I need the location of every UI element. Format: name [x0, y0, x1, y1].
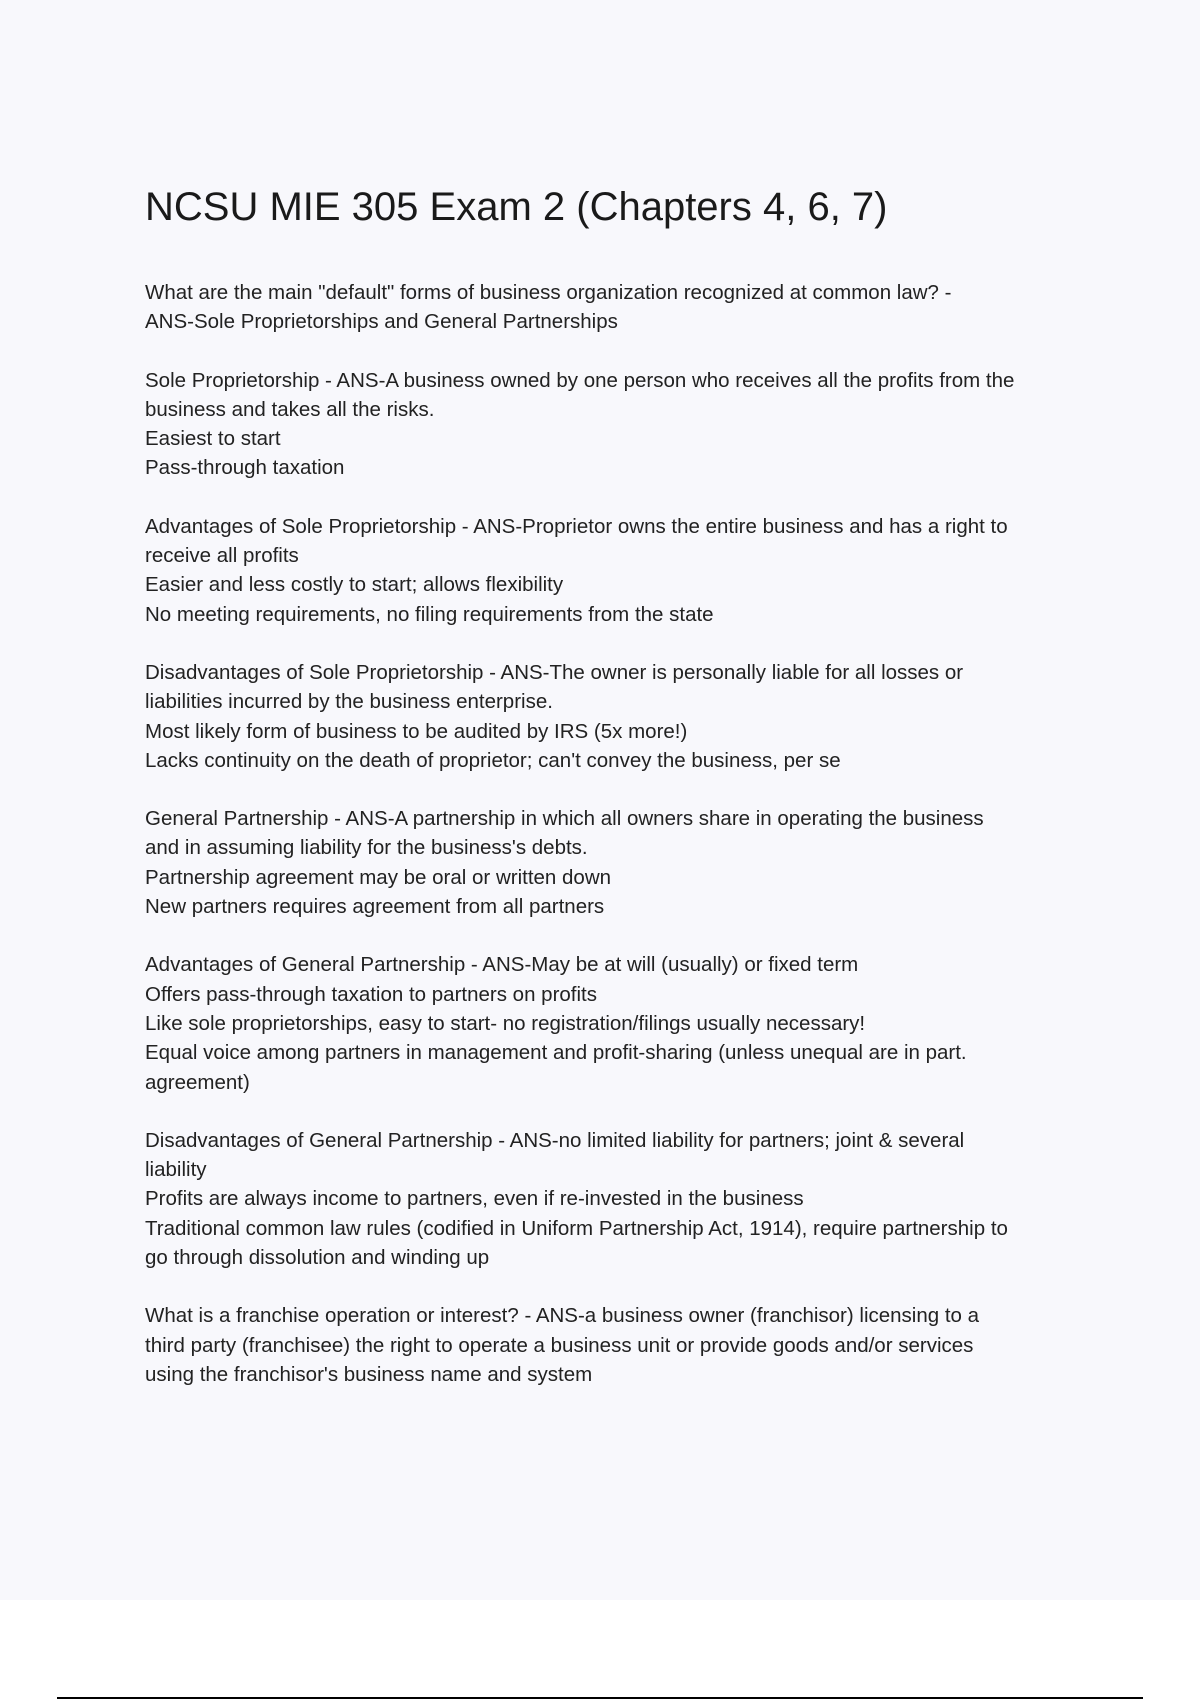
qa-answer-line: New partners requires agreement from all partners: [145, 895, 605, 919]
qa-answer-line: Lacks continuity on the death of proprietor; can't convey the business, per se: [145, 748, 841, 772]
qa-answer-line: Equal voice among partners in management and profit-sharing (unless unequal are in part.: [145, 1041, 967, 1065]
qa-question-line: Advantages of Sole Proprietorship - ANS-Proprietor owns the entire business and has a right to: [145, 514, 1008, 538]
qa-block: [145, 658, 1095, 775]
qa-answer-line: third party (franchisee) the right to operate a business unit or provide goods and/or services: [145, 1333, 974, 1357]
qa-question-line: Advantages of General Partnership - ANS-May be at will (usually) or fixed term: [145, 953, 859, 977]
qa-question-line: General Partnership - ANS-A partnership in which all owners share in operating the business: [145, 807, 984, 831]
qa-list: [145, 278, 1095, 1418]
qa-block: [145, 950, 1095, 1096]
qa-question-line: What are the main "default" forms of business organization recognized at common law? -: [145, 281, 952, 304]
qa-answer-line: Partnership agreement may be oral or written down: [145, 865, 612, 889]
qa-answer-line: liabilities incurred by the business enterprise.: [145, 690, 553, 714]
qa-question-line: What is a franchise operation or interest? - ANS-a business owner (franchisor) licensing to a: [145, 1304, 980, 1328]
qa-answer-line: Offers pass-through taxation to partners on profits: [145, 982, 598, 1006]
qa-answer-line: go through dissolution and winding up: [145, 1246, 490, 1270]
qa-block: [145, 512, 1095, 629]
qa-answer-line: agreement): [145, 1070, 250, 1094]
qa-block: [145, 804, 1095, 921]
qa-block: [145, 1126, 1095, 1272]
qa-answer-line: receive all profits: [145, 544, 299, 568]
qa-answer-line: Easier and less costly to start; allows flexibility: [145, 573, 564, 597]
qa-answer-line: Profits are always income to partners, even if re-invested in the business: [145, 1187, 804, 1211]
qa-block: [145, 366, 1095, 483]
page-title: NCSU MIE 305 Exam 2 (Chapters 4, 6, 7): [145, 185, 888, 229]
qa-question-line: Disadvantages of General Partnership - ANS-no limited liability for partners; joint & several: [145, 1128, 965, 1152]
qa-answer-line: Traditional common law rules (codified in Uniform Partnership Act, 1914), require partnership to: [145, 1216, 1008, 1240]
qa-question-line: Sole Proprietorship - ANS-A business owned by one person who receives all the profits from the: [145, 368, 1015, 392]
qa-answer-line: liability: [145, 1158, 207, 1182]
qa-block: [145, 278, 1095, 337]
qa-answer-line: Pass-through taxation: [145, 456, 345, 480]
qa-answer-line: Easiest to start: [145, 427, 281, 451]
qa-answer-line: Most likely form of business to be audited by IRS (5x more!): [145, 719, 688, 743]
qa-answer-line: No meeting requirements, no filing requirements from the state: [145, 602, 714, 626]
qa-question-line: Disadvantages of Sole Proprietorship - ANS-The owner is personally liable for all losses or: [145, 660, 964, 684]
qa-answer-line: Like sole proprietorships, easy to start- no registration/filings usually necessary!: [145, 1011, 866, 1035]
qa-answer-line: and in assuming liability for the business's debts.: [145, 836, 588, 860]
qa-answer-line: business and takes all the risks.: [145, 397, 435, 421]
qa-block: [145, 1301, 1095, 1389]
bottom-divider: [57, 1697, 1143, 1699]
qa-answer-line: using the franchisor's business name and system: [145, 1362, 593, 1386]
qa-answer-line: ANS-Sole Proprietorships and General Partnerships: [145, 310, 618, 334]
